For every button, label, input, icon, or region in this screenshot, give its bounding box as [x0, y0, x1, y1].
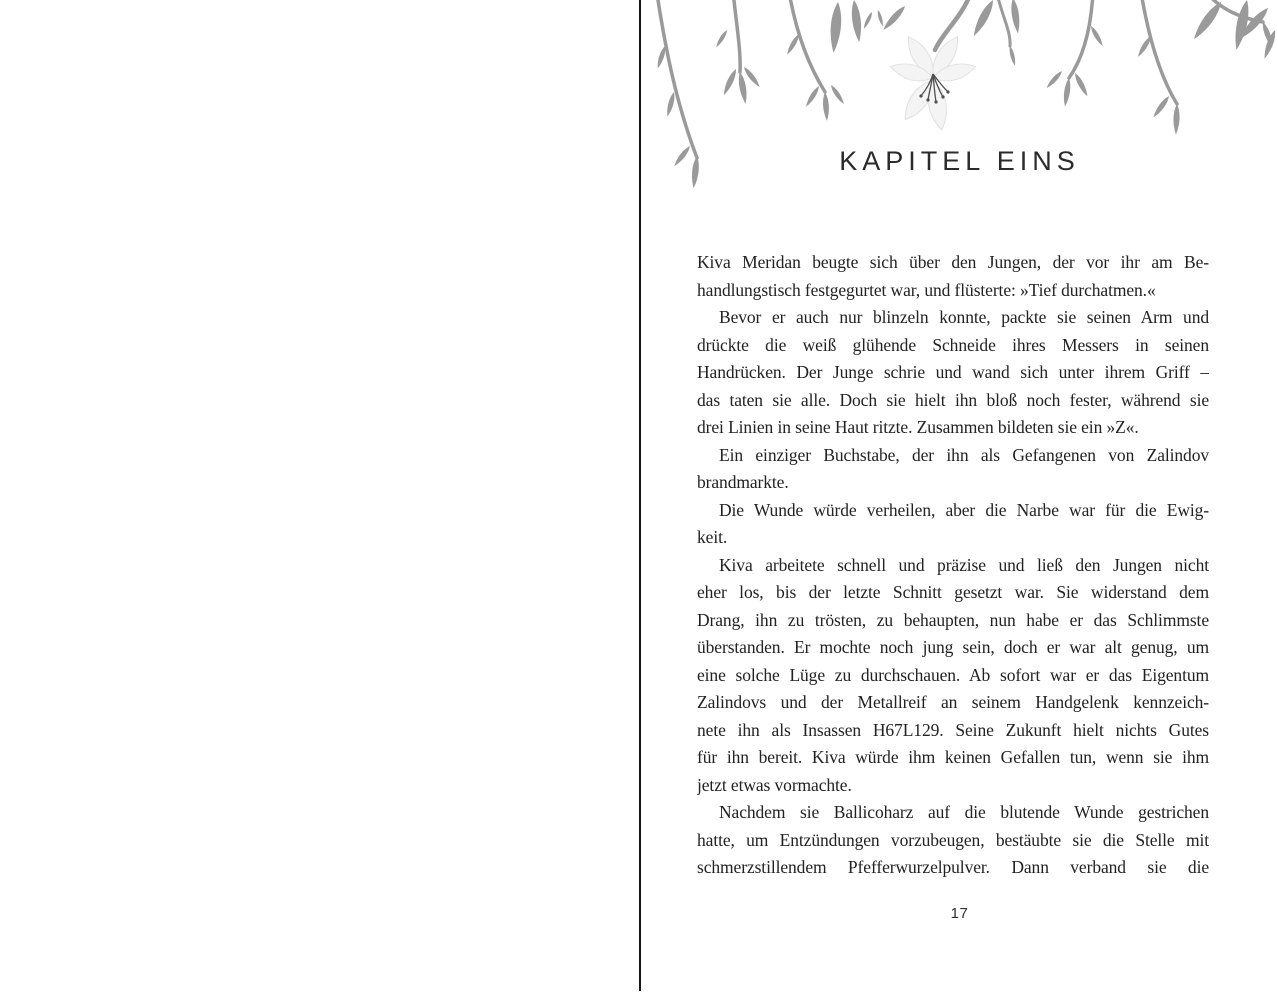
- text-line: Zalindovs und der Metallreif an seinem Handgelenk kennzeich-: [697, 692, 1209, 712]
- text-line: Die Wunde würde verheilen, aber die Narbe war für die Ewig-: [719, 499, 1209, 520]
- text-line: drei Linien in seine Haut ritzte. Zusammen bildeten sie ein »Z«.: [697, 417, 1139, 437]
- text-line: überstanden. Er mochte noch jung sein, doch er war alt genug, um: [697, 637, 1209, 657]
- text-line: drückte die weiß glühende Schneide ihres Messers in seinen: [697, 334, 1209, 355]
- vine-stems: [657, 0, 1263, 158]
- lily-petals: [889, 33, 978, 132]
- text-line: Drang, ihn zu trösten, zu behaupten, nun habe er das Schlimmste: [697, 609, 1209, 630]
- text-line: Handrücken. Der Junge schrie und wand sich unter ihrem Griff –: [697, 362, 1209, 382]
- text-line: nete ihn als Insassen H67L129. Seine Zukunft hielt nichts Gutes: [697, 719, 1209, 740]
- book-page: [641, 0, 1278, 994]
- text-line: eine solche Lüge zu durchschauen. Ab sofort war er das Eigentum: [697, 664, 1209, 685]
- text-line: handlungstisch festgegurtet war, und flüsterte: »Tief durchatmen.«: [697, 279, 1156, 300]
- text-line: brandmarkte.: [697, 472, 789, 492]
- text-line: Bevor er auch nur blinzeln konnte, packte sie seinen Arm und: [719, 307, 1209, 327]
- text-line: Nachdem sie Ballicoharz auf die blutende Wunde gestrichen: [719, 802, 1209, 822]
- text-line: das taten sie alle. Doch sie hielt ihn bloß noch fester, während sie: [697, 389, 1209, 410]
- text-line: hatte, um Entzündungen vorzubeugen, bestäubte sie die Stelle mit: [697, 829, 1209, 850]
- chapter-heading: KAPITEL EINS: [839, 146, 1080, 176]
- text-line: keit.: [697, 527, 728, 547]
- text-line: Kiva Meridan beugte sich über den Jungen, der vor ihr am Be-: [697, 252, 1209, 272]
- body-text: [697, 249, 1209, 882]
- text-line: jetzt etwas vormachte.: [697, 774, 852, 795]
- text-line: für ihn bereit. Kiva würde ihm keinen Gefallen tun, wenn sie ihm: [697, 747, 1209, 767]
- text-line: Kiva arbeitete schnell und präzise und ließ den Jungen nicht: [719, 554, 1209, 575]
- text-line: schmerzstillendem Pfefferwurzelpulver. Dann verband sie die: [697, 857, 1209, 877]
- lily-flower-icon: [889, 33, 978, 132]
- text-line: eher los, bis der letzte Schnitt gesetzt war. Sie widerstand dem: [697, 582, 1209, 602]
- text-line: Ein einziger Buchstabe, der ihn als Gefangenen von Zalindov: [719, 444, 1209, 465]
- page-number: 17: [950, 905, 969, 922]
